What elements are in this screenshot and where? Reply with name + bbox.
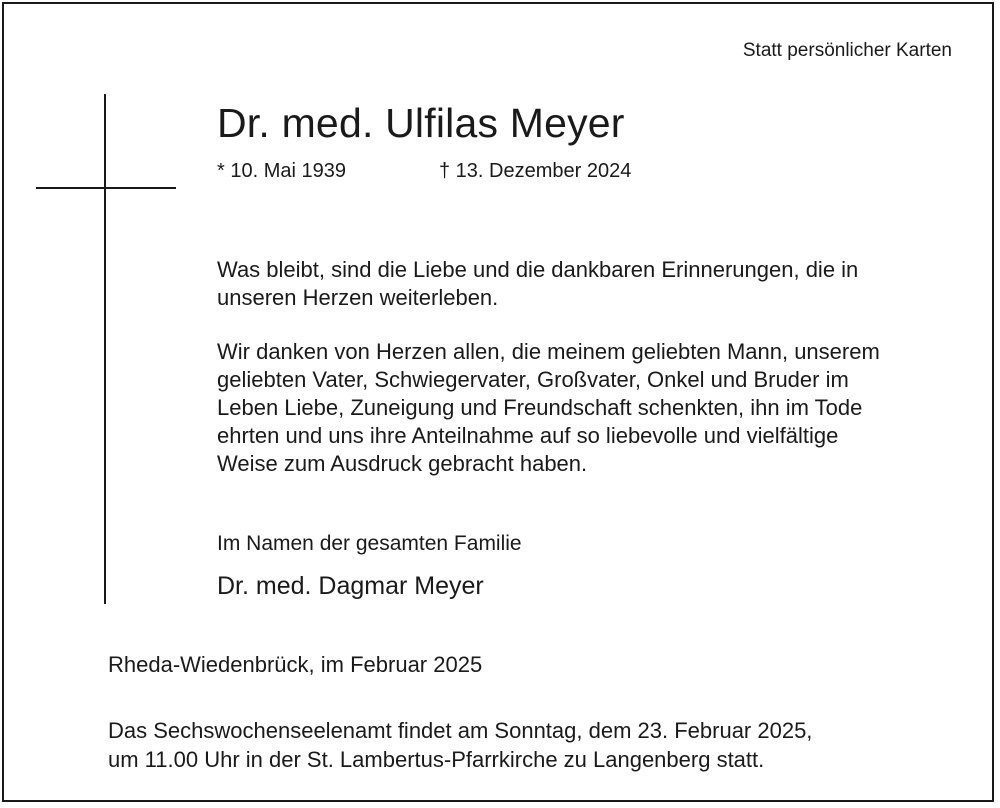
text-line: geliebten Vater, Schwiegervater, Großvater, Onkel und Bruder im	[217, 367, 849, 392]
text-line: Was bleibt, sind die Liebe und die dankbaren Erinnerungen, die in	[217, 257, 859, 282]
cross-horizontal-beam	[36, 187, 176, 189]
place-and-date: Rheda-Wiedenbrück, im Februar 2025	[108, 652, 483, 677]
signer-name: Dr. med. Dagmar Meyer	[217, 572, 484, 600]
birth-date: * 10. Mai 1939	[217, 160, 346, 182]
signoff-intro: Im Namen der gesamten Familie	[217, 532, 522, 555]
text-line: Leben Liebe, Zuneigung und Freundschaft schenkten, ihn im Tode	[217, 395, 863, 420]
death-date: † 13. Dezember 2024	[439, 160, 632, 182]
text-line: ehrten und uns ihre Anteilnahme auf so liebevolle und vielfältige	[217, 423, 839, 448]
text-line: um 11.00 Uhr in der St. Lambertus-Pfarrkirche zu Langenberg statt.	[108, 747, 765, 772]
deceased-name: Dr. med. Ulfilas Meyer	[217, 100, 625, 146]
service-notice	[108, 716, 968, 774]
life-dates	[217, 160, 632, 183]
header-note: Statt persönlicher Karten	[742, 40, 952, 61]
text-line: unseren Herzen weiterleben.	[217, 285, 499, 310]
text-line: Weise zum Ausdruck gebracht haben.	[217, 451, 588, 476]
memory-paragraph	[217, 256, 977, 312]
thanks-paragraph	[217, 338, 977, 478]
cross-vertical-beam	[104, 94, 106, 604]
text-line: Das Sechswochenseelenamt findet am Sonntag, dem 23. Februar 2025,	[108, 718, 813, 743]
text-line: Wir danken von Herzen allen, die meinem geliebten Mann, unserem	[217, 339, 880, 364]
